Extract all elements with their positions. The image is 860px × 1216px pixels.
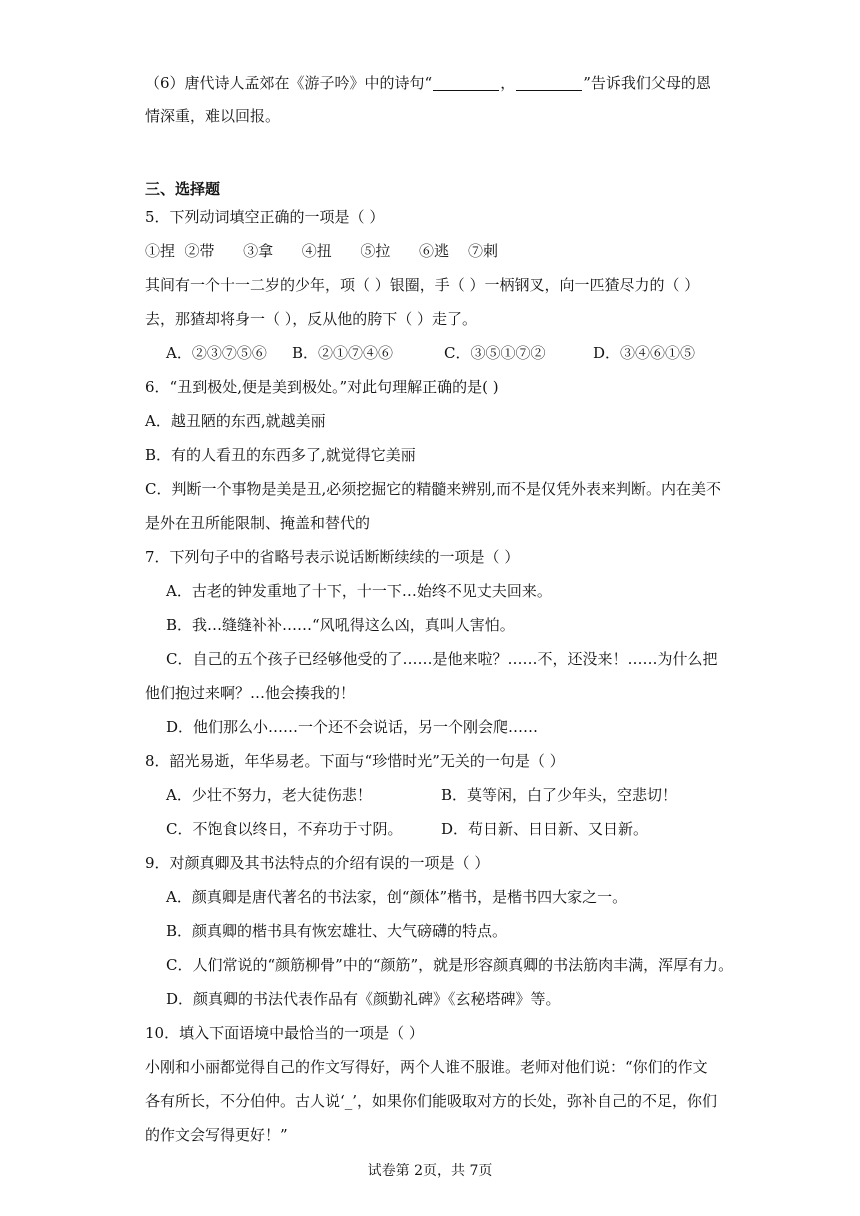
q5-passage-line2: 去，那猹却将身一（ ），反从他的胯下（ ）走了。 (145, 310, 478, 328)
answer-blank[interactable] (433, 75, 499, 91)
q5-passage-line1: 其间有一个十一二岁的少年，项（ ）银圈，手（ ）一柄钢叉，向一匹猹尽力的（ ） (145, 276, 700, 294)
q7-option-b[interactable]: B．我…缝缝补补……“风吼得这么凶，真叫人害怕。 (166, 616, 515, 634)
q8-stem: 8．韶光易逝，年华易老。下面与“珍惜时光”无关的一句是（ ） (145, 752, 565, 770)
q9-option-c[interactable]: C．人们常说的“颜筋柳骨”中的“颜筋”，就是形容颜真卿的书法筋肉丰满，浑厚有力。 (166, 956, 734, 974)
q10-context-line1: 小刚和小丽都觉得自己的作文写得好，两个人谁不服谁。老师对他们说：“你们的作文 (145, 1058, 708, 1076)
q10-context-line3: 的作文会写得更好！” (145, 1126, 288, 1144)
q6-option-c-cont: 是外在丑所能限制、掩盖和替代的 (145, 514, 371, 532)
page-footer: 试卷第 2页，共 7页 (367, 1163, 493, 1179)
option-b[interactable]: B．②①⑦④⑥ (292, 344, 394, 362)
q9-option-d[interactable]: D．颜真卿的书法代表作品有《颜勤礼碑》《玄秘塔碑》等。 (166, 990, 561, 1008)
q8-option-b[interactable]: B．莫等闲，白了少年头，空悲切！ (441, 786, 678, 804)
option-c[interactable]: C．③⑤①⑦② (444, 344, 546, 362)
q5-stem: 5．下列动词填空正确的一项是（ ） (145, 208, 385, 226)
q5-options (166, 342, 695, 364)
option-a[interactable]: A．②③⑦⑤⑥ (166, 344, 267, 362)
q7-option-d[interactable]: D．他们那么小……一个还不会说话，另一个刚会爬…… (166, 718, 539, 736)
q6-option-b[interactable]: B．有的人看丑的东西多了,就觉得它美丽 (145, 446, 416, 464)
option-d[interactable]: D．③④⑥①⑤ (593, 344, 696, 362)
q6-option-a[interactable]: A．越丑陋的东西,就越美丽 (145, 412, 326, 430)
q6-stem: 6．“丑到极处,便是美到极处。”对此句理解正确的是( ) (145, 378, 499, 396)
q7-option-a[interactable]: A．古老的钟发重地了十下，十一下…始终不见丈夫回来。 (166, 582, 552, 600)
q5-verbs: ①捏 ②带 ③拿 ④扭 ⑤拉 ⑥逃 ⑦刺 (145, 242, 499, 260)
q9-option-a[interactable]: A．颜真卿是唐代著名的书法家，创“颜体”楷书，是楷书四大家之一。 (166, 888, 628, 906)
q10-stem: 10．填入下面语境中最恰当的一项是（ ） (145, 1024, 424, 1042)
q6-fill-line1: （6）唐代诗人孟郊在《游子吟》中的诗句“ ， ”告诉我们父母的恩 (145, 74, 711, 92)
q6-fill-line2: 情深重，难以回报。 (145, 107, 281, 125)
q10-context-line2: 各有所长，不分伯仲。古人说‘_’，如果你们能吸取对方的长处，弥补自己的不足，你们 (145, 1092, 718, 1110)
q6-option-c[interactable]: C．判断一个事物是美是丑,必须挖掘它的精髓来辨别,而不是仅凭外表来判断。内在美不 (145, 480, 722, 498)
section-title: 三、选择题 (145, 180, 221, 198)
q9-stem: 9．对颜真卿及其书法特点的介绍有误的一项是（ ） (145, 854, 490, 872)
answer-blank[interactable] (516, 75, 582, 91)
q7-option-c[interactable]: C．自己的五个孩子已经够他受的了……是他来啦？……不，还没来！……为什么把 (166, 650, 718, 668)
q8-option-c[interactable]: C．不饱食以终日，不弃功于寸阴。 (166, 820, 403, 838)
q7-stem: 7．下列句子中的省略号表示说话断断续续的一项是（ ） (145, 548, 520, 566)
q7-option-c-cont: 他们抱过来啊？…他会揍我的！ (145, 684, 356, 702)
q8-option-d[interactable]: D．苟日新、日日新、又日新。 (441, 820, 649, 838)
q9-option-b[interactable]: B．颜真卿的楷书具有恢宏雄壮、大气磅礴的特点。 (166, 922, 508, 940)
q8-option-a[interactable]: A．少壮不努力，老大徒伤悲！ (166, 786, 372, 804)
